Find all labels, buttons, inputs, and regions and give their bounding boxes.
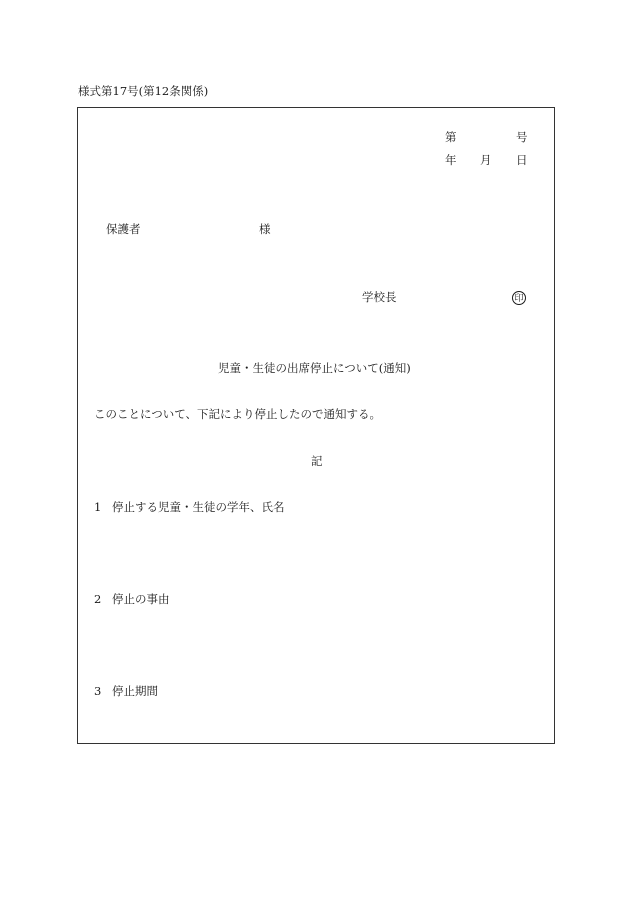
doc-number-dai: 第: [445, 130, 457, 144]
seal-icon: 印: [512, 291, 526, 305]
item-number: 1: [94, 500, 102, 514]
addressee-honorific: 様: [259, 222, 271, 236]
item-number: 2: [94, 592, 102, 606]
item-label: 停止期間: [112, 684, 158, 698]
item-number: 3: [94, 684, 102, 698]
document-title: 児童・生徒の出席停止について(通知): [218, 361, 411, 375]
date-day: 日: [516, 153, 528, 167]
item-label: 停止の事由: [112, 592, 170, 606]
item-label: 停止する児童・生徒の学年、氏名: [112, 500, 285, 514]
ki-label: 記: [311, 454, 323, 468]
form-label: 様式第17号(第12条関係): [78, 84, 209, 98]
doc-number-go: 号: [516, 130, 528, 144]
date-year: 年: [445, 153, 457, 167]
addressee-label: 保護者: [106, 222, 141, 236]
date-month: 月: [480, 153, 492, 167]
sender-label: 学校長: [362, 290, 397, 304]
body-text: このことについて、下記により停止したので通知する。: [94, 407, 382, 421]
document-frame: [77, 107, 555, 744]
